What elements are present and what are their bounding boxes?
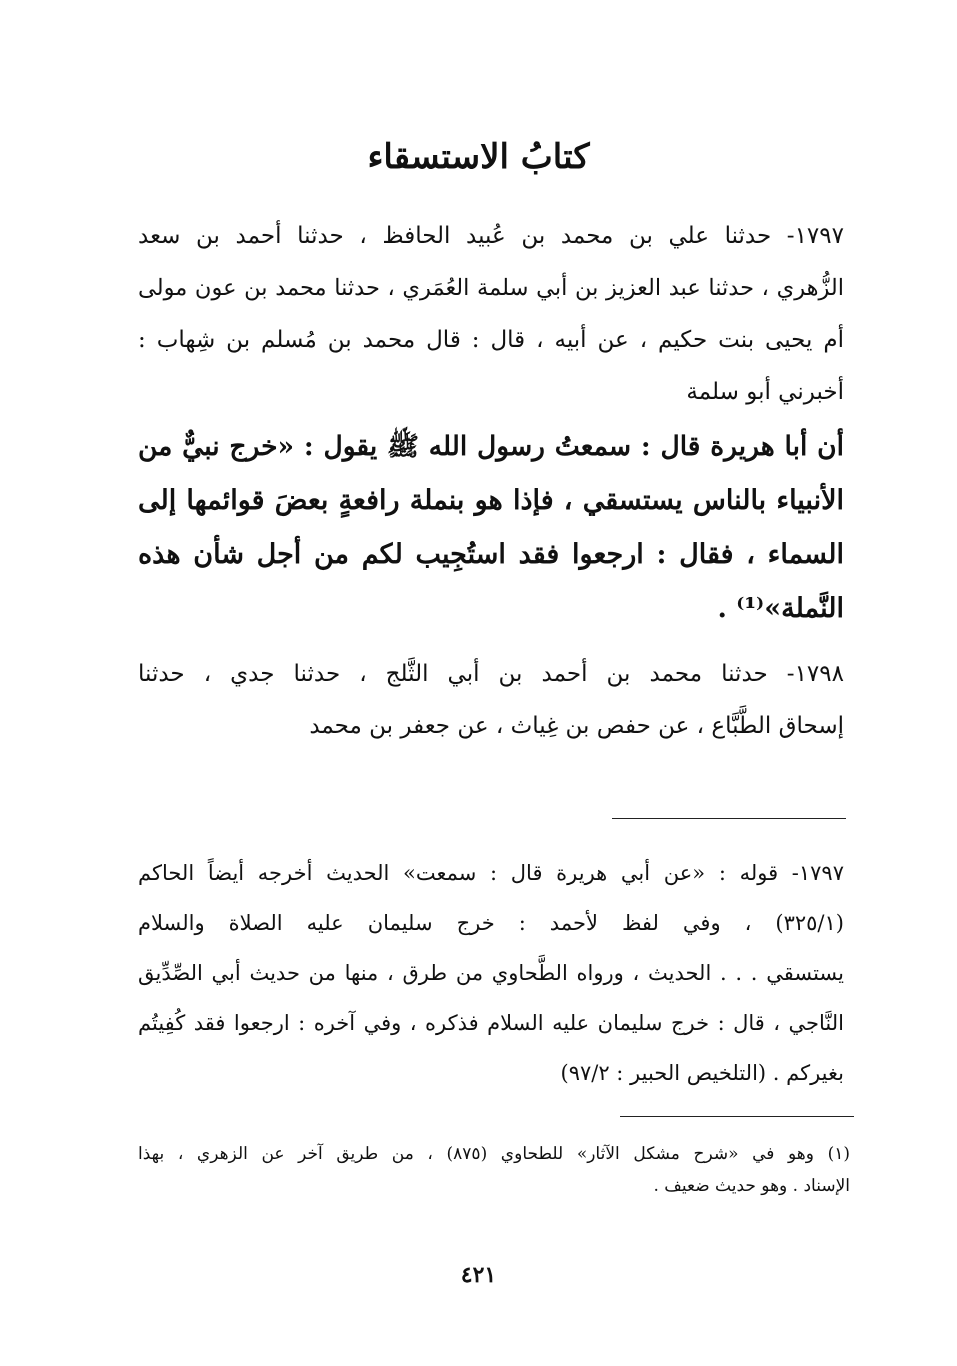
footnote [138, 1138, 850, 1202]
text-line: يستسقي . . . الحديث ، ورواه الطَّحاوي من طرق ، منها من حديث أبي الصِّدِّيق [138, 961, 844, 985]
text-line: أم يحيى بنت حكيم ، عن أبيه ، قال : قال محمد بن مُسلم بن شِهاب : [138, 327, 844, 353]
text-line: ١٧٩٧- حدثنا علي بن محمد بن عُبيد الحافظ ، حدثنا أحمد بن سعد [138, 223, 844, 249]
text-line: الأنبياء بالناس يستسقي ، فإذا هو بنملة رافعةٍ بعضَ قوائمها إلى [138, 485, 844, 516]
text-line: ١٧٩٨- حدثنا محمد بن أحمد بن أبي الثَّلج ، حدثنا جدي ، حدثنا [138, 661, 844, 687]
text-line: الزُّهري ، حدثنا عبد العزيز بن أبي سلمة العُمَري ، حدثنا محمد بن عون مولى [138, 275, 844, 301]
text-line: الإسناد . وهو حديث ضعيف . [653, 1176, 850, 1196]
section-divider [612, 818, 846, 819]
text-line: أن أبا هريرة قال : سمعتُ رسول الله ﷺ يقول : «خرج نبيٌّ من [138, 431, 844, 462]
text-line: السماء ، فقال : ارجعوا فقد استُجِيب لكم من أجل شأن هذه [138, 539, 844, 570]
chapter-title: كتابُ الاستسقاء [367, 137, 590, 177]
hadith-1798-isnad [138, 648, 844, 752]
text-line: ١٧٩٧- قوله : «عن أبي هريرة قال : سمعت» الحديث أخرجه أيضاً الحاكم [138, 861, 844, 885]
text-line: (١) وهو في «شرح مشكل الآثار» للطحاوي (٨٧٥) ، من طريق آخر عن الزهري ، بهذا [138, 1144, 850, 1164]
footnote-divider [620, 1116, 854, 1117]
text-line: النَّملة»⁽¹⁾ . [717, 593, 844, 624]
text-line: النَّاجي ، قال : خرج سليمان عليه السلام فذكره ، وفي آخره : ارجعوا فقد كُفِيتُم [138, 1011, 844, 1035]
hadith-1797-isnad [138, 210, 844, 418]
hadith-1797-matn [138, 420, 844, 636]
page-number: ٤٢١ [460, 1262, 497, 1288]
commentary-note [138, 848, 844, 1098]
text-line: إسحاق الطَّبَّاع ، عن حفص بن غِياث ، عن جعفر بن محمد [309, 713, 844, 739]
text-line: بغيركم . (التلخيص الحبير : ٩٧/٢) [560, 1061, 844, 1085]
text-line: (٣٢٥/١) ، وفي لفظ لأحمد : خرج سليمان عليه الصلاة والسلام [138, 911, 844, 935]
text-line: أخبرني أبو سلمة [686, 379, 844, 405]
